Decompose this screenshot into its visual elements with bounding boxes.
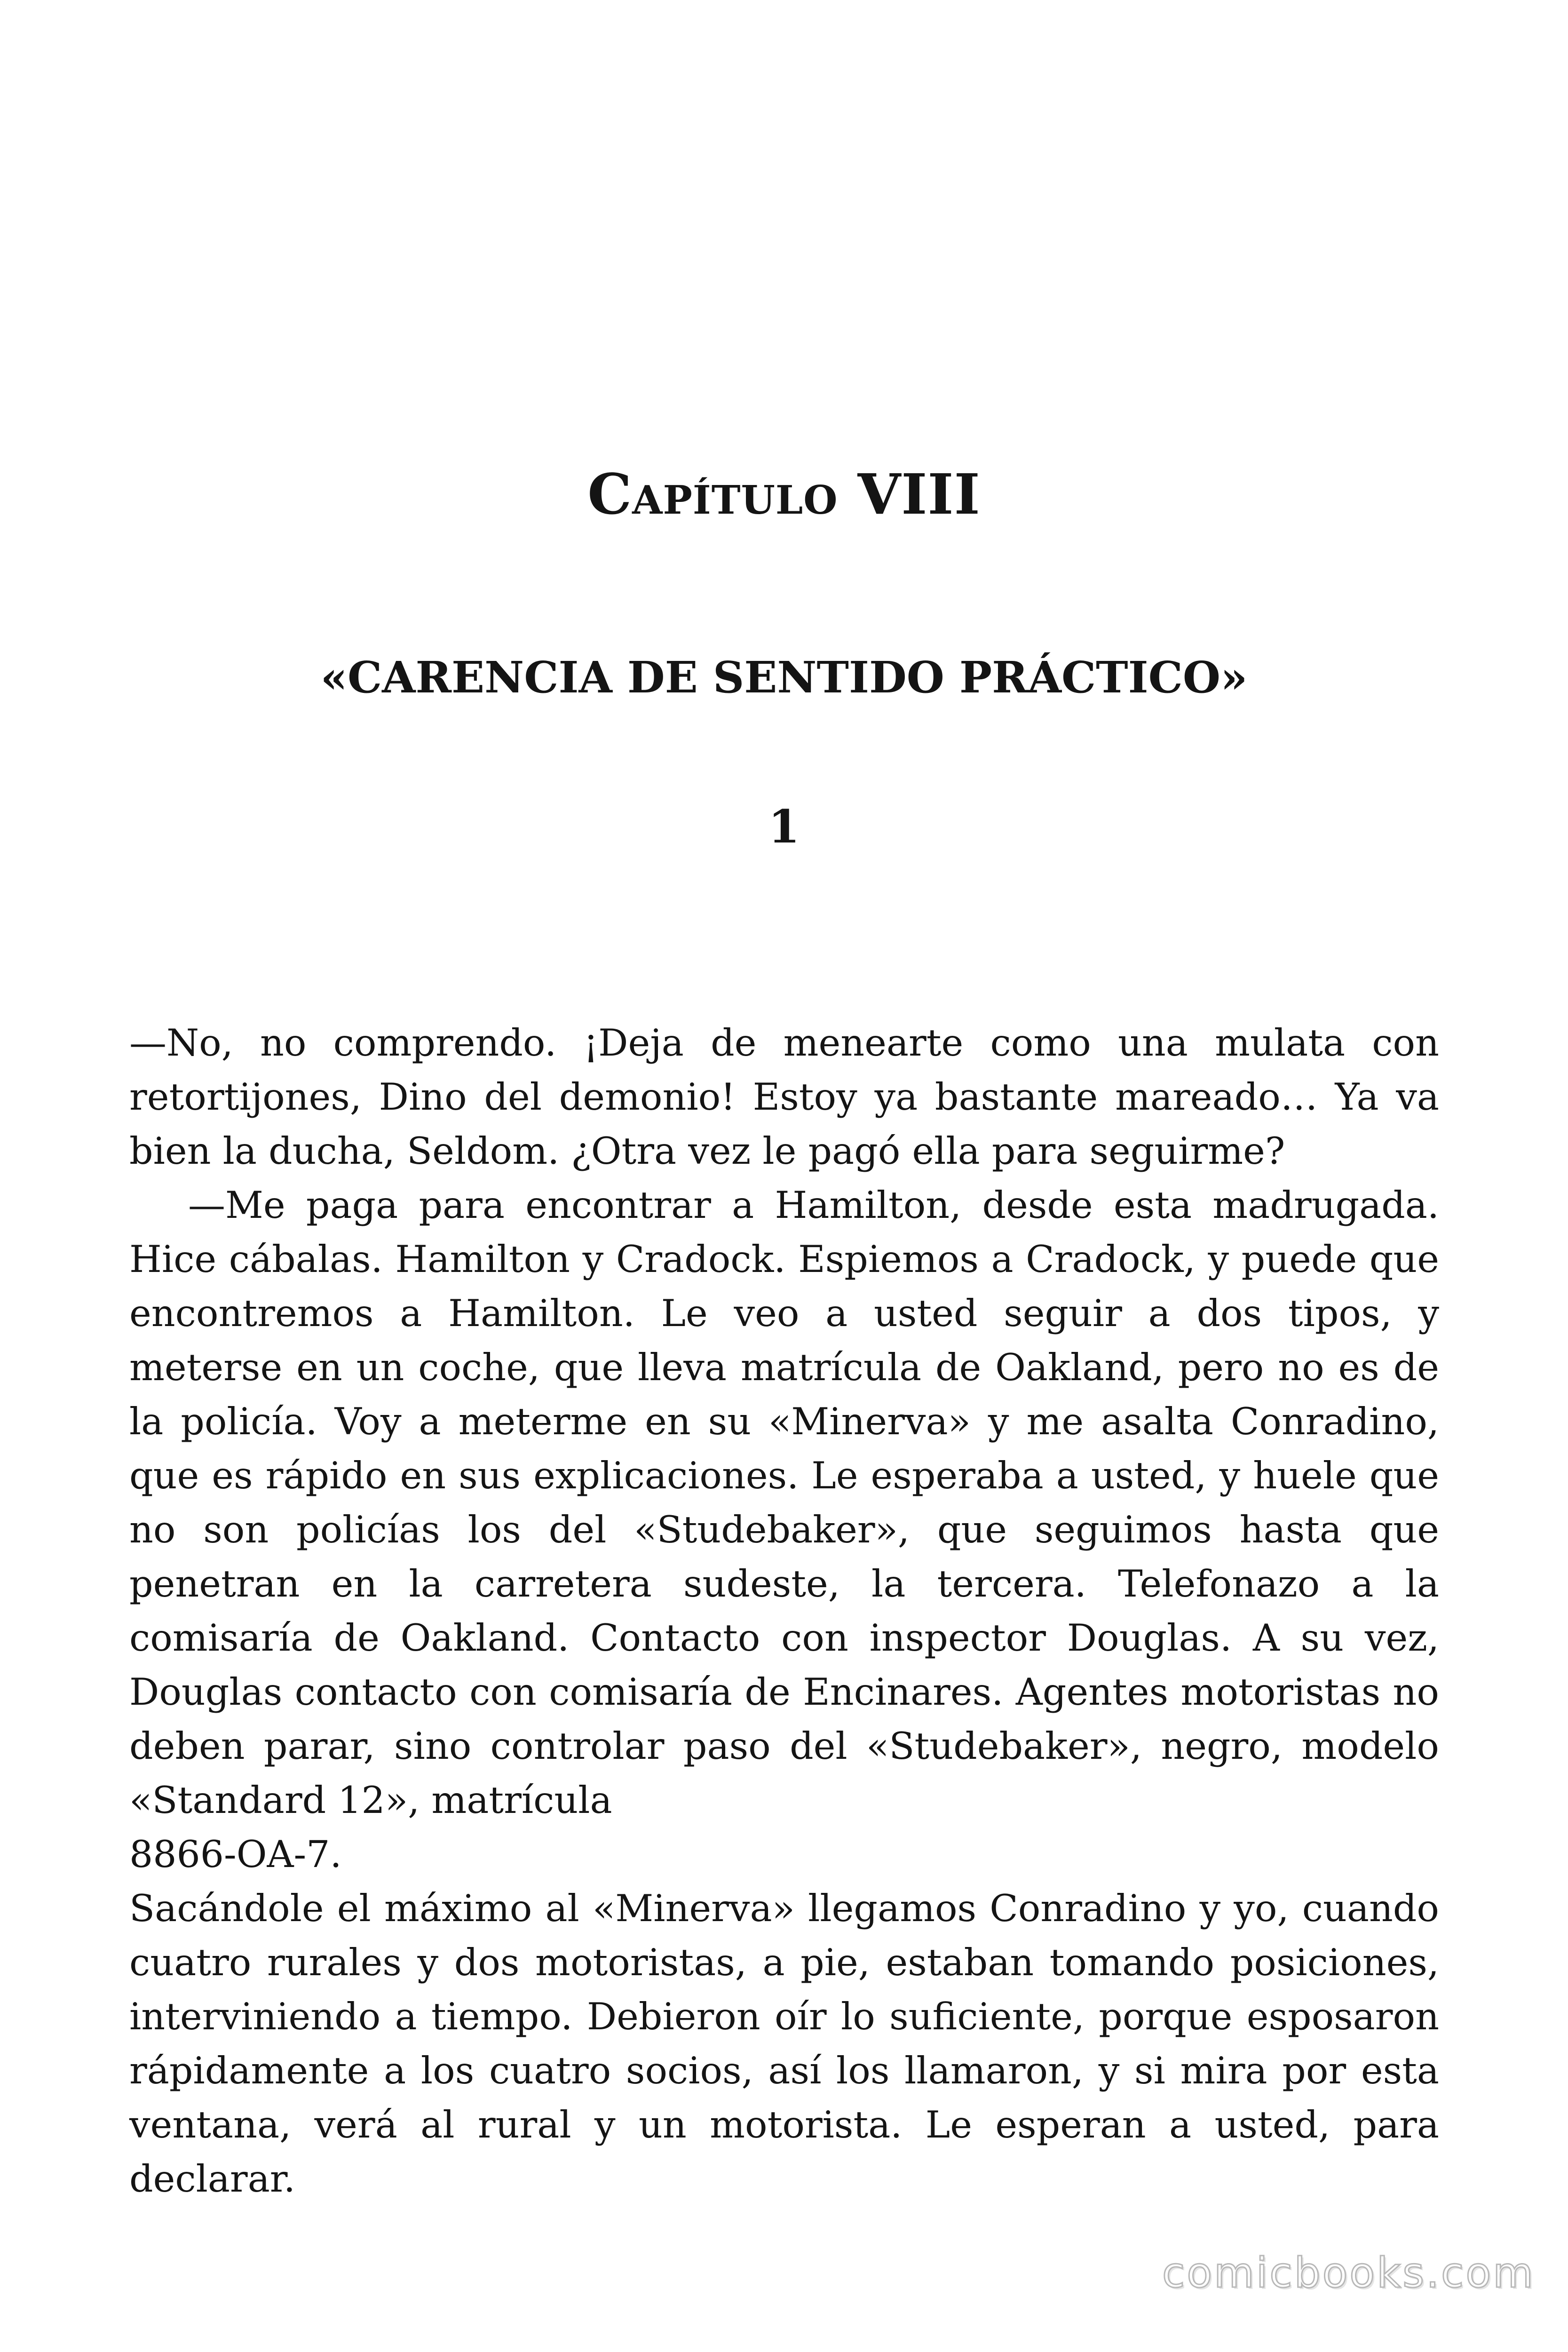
- chapter-title: Capítulo VIII: [587, 461, 981, 527]
- paragraph: —No, no comprendo. ¡Deja de menearte como una mulata con retortijones, Dino del demonio! Estoy ya bastante mareado… Ya va bien la ducha, Seldom. ¿Otra vez le pagó ella para seguirme?: [129, 1021, 1439, 1173]
- paragraph: —Me paga para encontrar a Hamilton, desde esta madrugada. Hice cábalas. Hamilton y Cradock. Espiemos a Cradock, y puede que encontremos a Hamilton. Le veo a usted seguir a dos tipos, y meterse en un coche, que lleva matrícula de Oakland, pero no es de la policía. Voy a meterme en su «Minerva» y me asalta Conradino, que es rápido en sus explicaciones. Le esperaba a usted, y huele que no son policías los del «Studebaker», que seguimos hasta que penetran en la carretera sudeste, la tercera. Telefonazo a la comisaría de Oakland. Contacto con inspector Douglas. A su vez, Douglas contacto con comisaría de Encinares. Agentes motoristas no deben parar, sino controlar paso del «Studebaker», negro, modelo «Standard 12», matrícula: [129, 1184, 1439, 1822]
- paragraph: 8866-OA-7.: [129, 1833, 342, 1876]
- body-text: [129, 1016, 1439, 2206]
- paragraph: Sacándole el máximo al «Minerva» llegamos Conradino y yo, cuando cuatro rurales y dos motoristas, a pie, estaban tomando posiciones, interviniendo a tiempo. Debieron oír lo suficiente, porque esposaron rápidamente a los cuatro socios, así los llamaron, y si mira por esta ventana, verá al rural y un motorista. Le esperan a usted, para declarar.: [129, 1887, 1439, 2201]
- watermark: comicbooks.com: [1162, 2249, 1535, 2297]
- section-number: 1: [768, 800, 800, 853]
- chapter-subtitle: «CARENCIA DE SENTIDO PRÁCTICO»: [320, 652, 1248, 703]
